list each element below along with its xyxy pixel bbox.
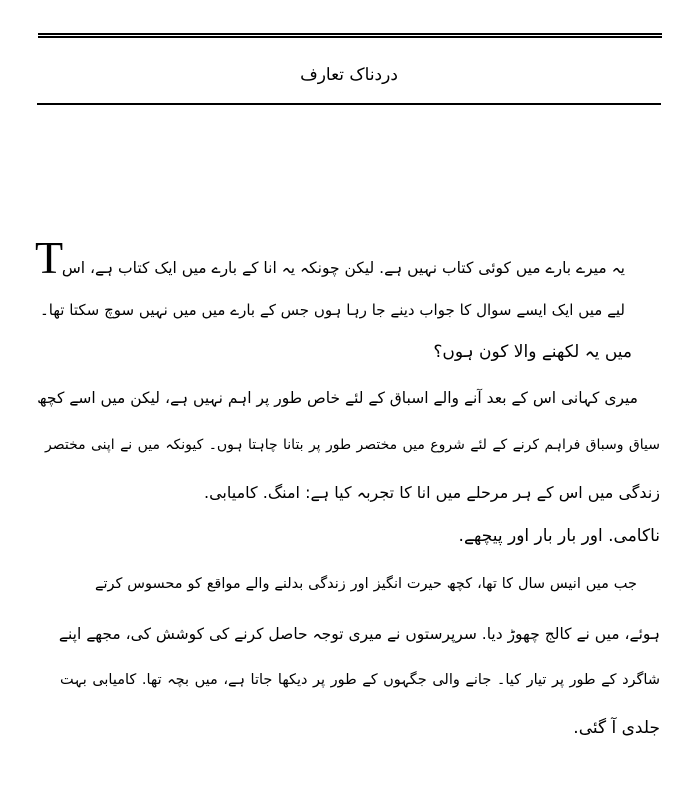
text-line: یہ میرے بارے میں کوئی کتاب نہیں ہے. لیکن چونکہ یہ انا کے بارے میں ایک کتاب ہے، اس bbox=[61, 259, 625, 277]
title-bottom-rule bbox=[37, 103, 661, 105]
text-line: ہوئے، میں نے کالج چھوڑ دیا. سرپرستوں نے میری توجہ حاصل کرنے کی کوشش کی، مجھے اپنے bbox=[58, 625, 660, 643]
top-double-rule bbox=[38, 33, 662, 38]
chapter-title: دردناک تعارف bbox=[300, 65, 398, 85]
text-line: لیے میں ایک ایسے سوال کا جواب دینے جا رہا ہوں جس کے بارے میں میں نہیں سوچ سکتا تھا۔ bbox=[40, 301, 625, 319]
text-line: سیاق وسباق فراہم کرنے کے لئے شروع میں مختصر طور پر بتانا چاہتا ہوں۔ کیونکہ میں نے اپنی مختصر bbox=[45, 437, 661, 453]
text-line: جلدی آ گئی. bbox=[573, 718, 660, 738]
text-line: میری کہانی اس کے بعد آنے والے اسباق کے لئے خاص طور پر اہم نہیں ہے، لیکن میں اسے کچھ bbox=[37, 389, 638, 407]
text-line: ناکامی. اور بار بار اور پیچھے. bbox=[458, 526, 660, 546]
text-line: زندگی میں اس کے ہر مرحلے میں انا کا تجربہ کیا ہے: امنگ. کامیابی. bbox=[204, 483, 660, 502]
text-line: میں یہ لکھنے والا کون ہوں؟ bbox=[433, 342, 632, 362]
text-line: شاگرد کے طور پر تیار کیا۔ جانے والی جگہوں کے طور پر دیکھا جاتا ہے، میں بچہ تھا. کامیابی بہت bbox=[60, 672, 660, 688]
drop-cap: T bbox=[35, 232, 64, 283]
text-line: جب میں انیس سال کا تھا، کچھ حیرت انگیز اور زندگی بدلنے والے مواقع کو محسوس کرتے bbox=[95, 576, 637, 592]
